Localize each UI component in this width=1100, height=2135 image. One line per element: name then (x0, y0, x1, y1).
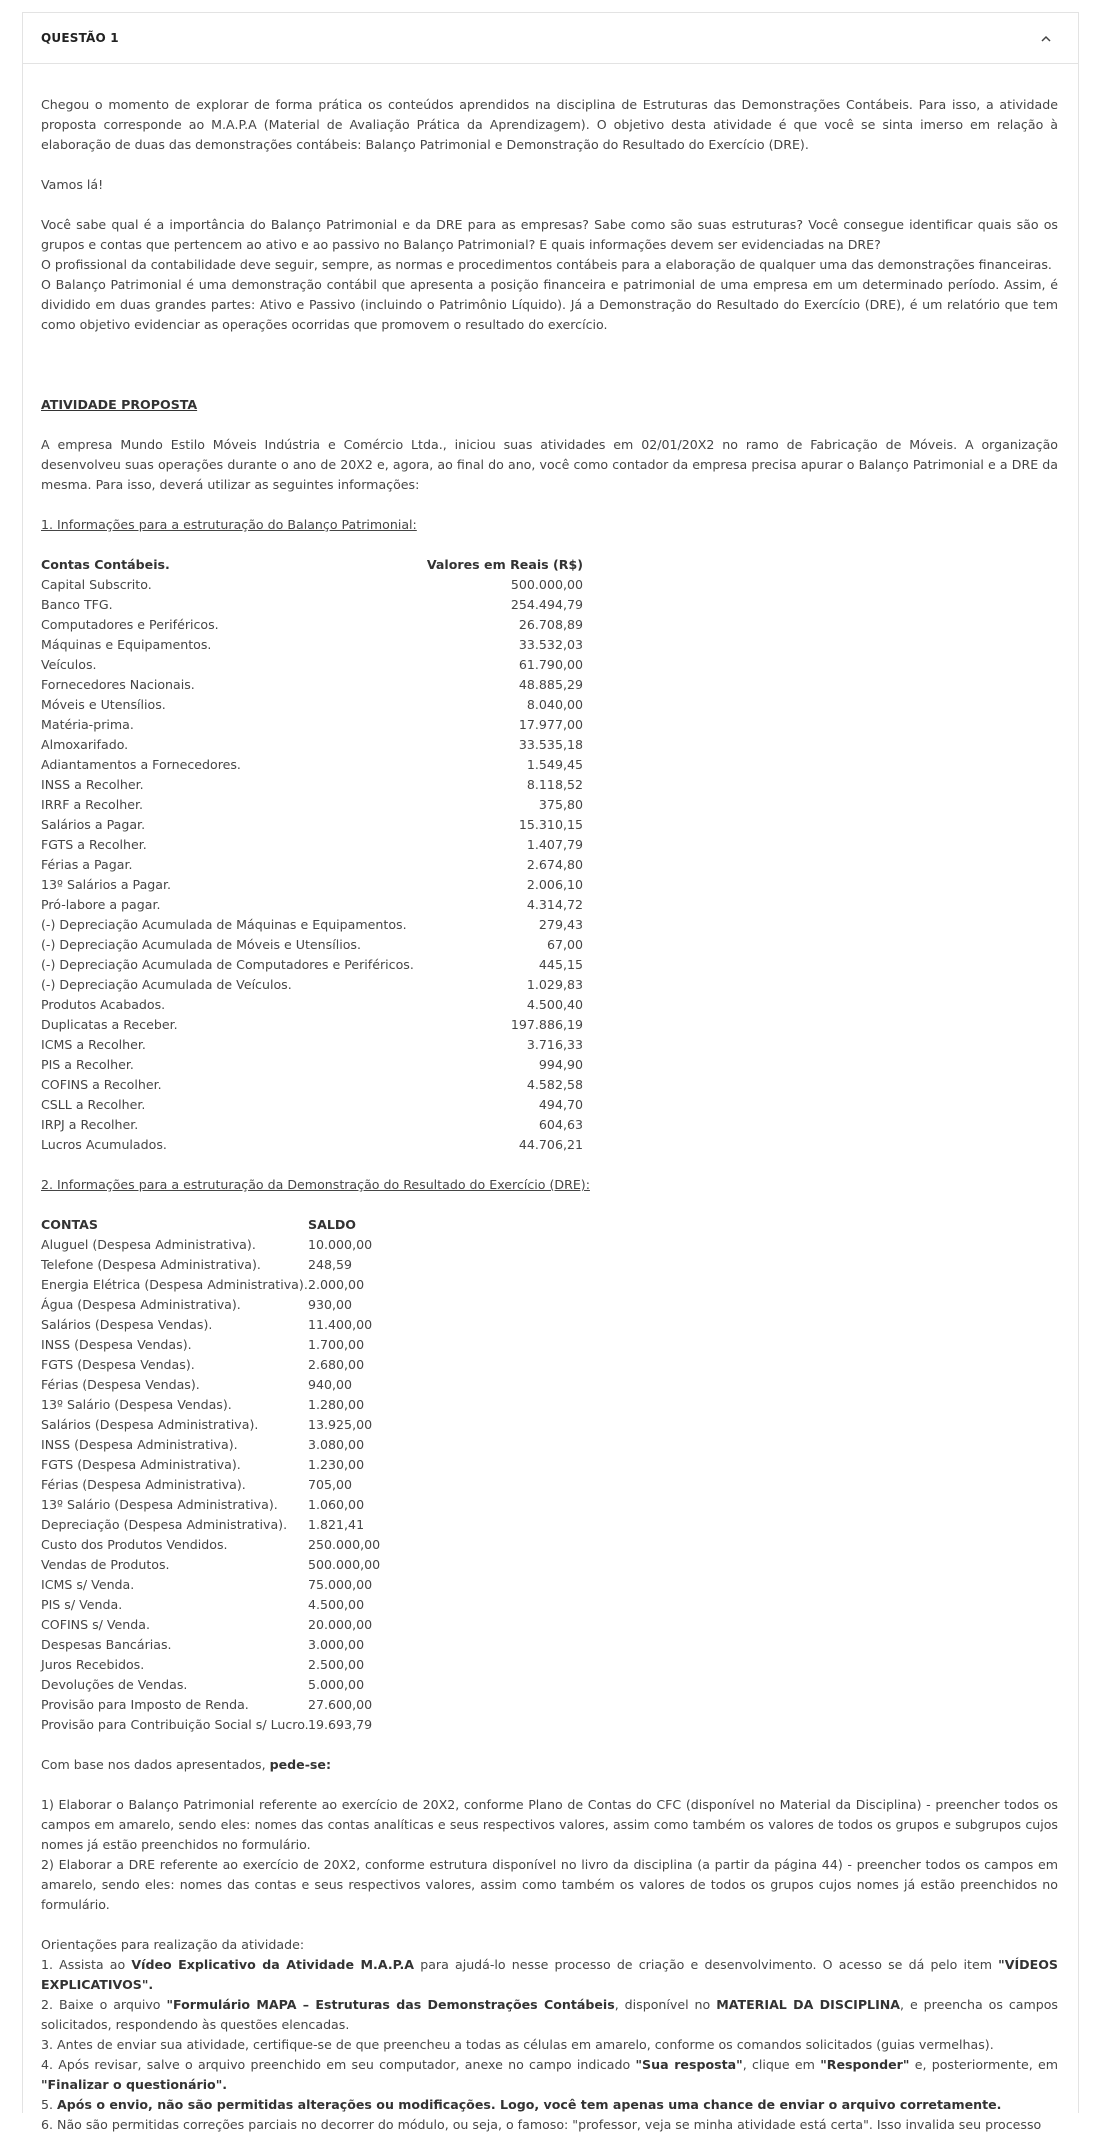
balance-row (41, 855, 583, 875)
dre-account-value: 2.000,00 (308, 1277, 365, 1292)
dre-row (41, 1495, 1058, 1515)
balance-account-value: 17.977,00 (518, 717, 583, 732)
balance-account-value: 33.532,03 (518, 637, 583, 652)
g5-bold: Após o envio, não são permitidas alterações ou modificações. Logo, você tem apenas uma chance de enviar o arquivo corretamente. (57, 2097, 1002, 2112)
dre-account-value: 3.000,00 (308, 1637, 365, 1652)
balance-row (41, 975, 583, 995)
balance-col-value: Valores em Reais (R$) (426, 557, 583, 572)
guidelines-heading: Orientações para realização da atividade: (41, 1937, 305, 1952)
dre-row (41, 1415, 1058, 1435)
balance-account-value: 4.500,40 (526, 997, 583, 1012)
dre-account-value: 940,00 (308, 1377, 353, 1392)
request-lead (41, 1755, 1058, 1775)
dre-account-name: Juros Recebidos. (41, 1657, 145, 1672)
balance-row (41, 915, 583, 935)
balance-account-name: COFINS a Recolher. (41, 1077, 162, 1092)
dre-account-value: 1.060,00 (308, 1497, 365, 1512)
dre-table (41, 1215, 1058, 1735)
balance-account-name: CSLL a Recolher. (41, 1097, 146, 1112)
dre-account-name: FGTS (Despesa Vendas). (41, 1357, 195, 1372)
balance-account-value: 61.790,00 (518, 657, 583, 672)
balance-row (41, 1135, 583, 1155)
balance-account-value: 994,90 (538, 1057, 583, 1072)
dre-account-value: 75.000,00 (308, 1577, 373, 1592)
dre-account-value: 2.500,00 (308, 1657, 365, 1672)
guideline-4 (41, 2055, 1058, 2095)
dre-account-name: Férias (Despesa Administrativa). (41, 1477, 246, 1492)
balance-account-name: INSS a Recolher. (41, 777, 144, 792)
g1-bold: Vídeo Explicativo da Atividade M.A.P.A (131, 1957, 415, 1972)
balance-account-value: 48.885,29 (518, 677, 583, 692)
g5-text: 5. (41, 2097, 58, 2112)
balance-account-name: (-) Depreciação Acumulada de Computadores e Periféricos. (41, 957, 414, 972)
balance-account-value: 15.310,15 (518, 817, 583, 832)
dre-row (41, 1435, 1058, 1455)
balance-row (41, 615, 583, 635)
balance-account-value: 26.708,89 (518, 617, 583, 632)
dre-account-value: 5.000,00 (308, 1677, 365, 1692)
dre-account-name: Aluguel (Despesa Administrativa). (41, 1237, 256, 1252)
activity-description: A empresa Mundo Estilo Móveis Indústria e Comércio Ltda., iniciou suas atividades em 02/01/20X2 no ramo de Fabricação de Móveis. A organização desenvolveu suas operações durante o ano de 20X2 e, agora, ao final do ano, você como contador da empresa precisa apurar o Balanço Patrimonial e a DRE da mesma. Para isso, deverá utilizar as seguintes informações: (41, 437, 1058, 492)
balance-heading: 1. Informações para a estruturação do Balanço Patrimonial: (41, 517, 417, 532)
balance-row (41, 735, 583, 755)
balance-account-name: Veículos. (41, 657, 97, 672)
dre-account-value: 19.693,79 (308, 1717, 373, 1732)
g4-text: 4. Após revisar, salve o arquivo preenchido em seu computador, anexe no campo indicado (41, 2057, 636, 2072)
balance-row (41, 655, 583, 675)
dre-row (41, 1355, 1058, 1375)
dre-row (41, 1235, 1058, 1255)
dre-row (41, 1275, 1058, 1295)
balance-row (41, 775, 583, 795)
g4-text: , clique em (742, 2057, 821, 2072)
balance-row (41, 575, 583, 595)
balance-account-value: 445,15 (538, 957, 583, 972)
dre-account-value: 13.925,00 (308, 1417, 373, 1432)
balance-account-name: 13º Salários a Pagar. (41, 877, 172, 892)
dre-account-name: Depreciação (Despesa Administrativa). (41, 1517, 288, 1532)
balance-row (41, 935, 583, 955)
balance-account-value: 494,70 (538, 1097, 583, 1112)
g4-bold: "Responder" (820, 2057, 910, 2072)
balance-row (41, 955, 583, 975)
balance-account-value: 8.118,52 (526, 777, 583, 792)
dre-account-value: 1.280,00 (308, 1397, 365, 1412)
balance-account-name: Fornecedores Nacionais. (41, 677, 195, 692)
dre-row (41, 1475, 1058, 1495)
balance-account-name: FGTS a Recolher. (41, 837, 147, 852)
balance-account-name: Salários a Pagar. (41, 817, 146, 832)
dre-row (41, 1375, 1058, 1395)
balance-row (41, 795, 583, 815)
dre-account-value: 1.230,00 (308, 1457, 365, 1472)
dre-row (41, 1295, 1058, 1315)
g1-bold: "VÍDEOS EXPLICATIVOS". (41, 1957, 1058, 1992)
dre-row (41, 1575, 1058, 1595)
dre-row (41, 1655, 1058, 1675)
dre-col-value: SALDO (308, 1217, 357, 1232)
g2-bold: "Formulário MAPA – Estruturas das Demonstrações Contábeis (166, 1997, 615, 2012)
balance-account-value: 8.040,00 (526, 697, 583, 712)
balance-account-value: 33.535,18 (518, 737, 583, 752)
balance-row (41, 675, 583, 695)
balance-row (41, 715, 583, 735)
balance-account-name: Matéria-prima. (41, 717, 134, 732)
dre-account-name: Telefone (Despesa Administrativa). (41, 1257, 261, 1272)
balance-account-value: 67,00 (546, 937, 583, 952)
dre-row (41, 1515, 1058, 1535)
balance-row (41, 895, 583, 915)
balance-row (41, 995, 583, 1015)
dre-account-value: 1.700,00 (308, 1337, 365, 1352)
question-title: QUESTÃO 1 (41, 31, 119, 45)
dre-row (41, 1695, 1058, 1715)
g2-bold: MATERIAL DA DISCIPLINA (716, 1997, 901, 2012)
dre-row (41, 1315, 1058, 1335)
balance-row (41, 1015, 583, 1035)
balance-row (41, 695, 583, 715)
intro-paragraph: O Balanço Patrimonial é uma demonstração contábil que apresenta a posição financeira e patrimonial de uma empresa em um determinado período. Assim, é dividido em duas grandes partes: Ativo e Passivo (incluindo o Patrimônio Líquido). Já a Demonstração do Resultado do Exercício (DRE), é um relatório que tem como objetivo evidenciar as operações ocorridas que promovem o resultado do exercício. (41, 277, 1058, 332)
balance-account-value: 1.549,45 (526, 757, 583, 772)
balance-account-value: 2.674,80 (526, 857, 583, 872)
balance-account-name: Almoxarifado. (41, 737, 129, 752)
balance-row (41, 1055, 583, 1075)
chevron-up-icon[interactable] (1034, 26, 1058, 50)
dre-account-name: Vendas de Produtos. (41, 1557, 170, 1572)
intro-paragraph: Vamos lá! (41, 177, 104, 192)
guideline-2 (41, 1995, 1058, 2035)
guideline-5 (41, 2095, 1058, 2115)
dre-account-value: 20.000,00 (308, 1617, 373, 1632)
question-header[interactable] (23, 13, 1078, 64)
dre-account-name: Água (Despesa Administrativa). (41, 1297, 241, 1312)
dre-account-value: 4.500,00 (308, 1597, 365, 1612)
balance-account-value: 4.582,58 (526, 1077, 583, 1092)
balance-account-name: Máquinas e Equipamentos. (41, 637, 212, 652)
dre-row (41, 1635, 1058, 1655)
g4-bold: "Sua resposta" (635, 2057, 743, 2072)
dre-row (41, 1455, 1058, 1475)
dre-account-value: 1.821,41 (308, 1517, 365, 1532)
balance-account-value: 604,63 (538, 1117, 583, 1132)
dre-account-value: 2.680,00 (308, 1357, 365, 1372)
dre-row (41, 1615, 1058, 1635)
dre-row (41, 1595, 1058, 1615)
dre-account-name: 13º Salário (Despesa Administrativa). (41, 1497, 278, 1512)
balance-account-name: PIS a Recolher. (41, 1057, 134, 1072)
dre-account-value: 250.000,00 (308, 1537, 381, 1552)
dre-account-value: 10.000,00 (308, 1237, 373, 1252)
guideline-3: 3. Antes de enviar sua atividade, certifique-se de que preencheu a todas as células em amarelo, conforme os comandos solicitados (guias vermelhas). (41, 2037, 994, 2052)
dre-account-name: FGTS (Despesa Administrativa). (41, 1457, 241, 1472)
balance-row (41, 1075, 583, 1095)
balance-account-name: (-) Depreciação Acumulada de Móveis e Utensílios. (41, 937, 361, 952)
dre-account-name: Provisão para Contribuição Social s/ Lucro. (41, 1717, 309, 1732)
balance-account-name: Produtos Acabados. (41, 997, 166, 1012)
dre-row (41, 1335, 1058, 1355)
balance-account-value: 254.494,79 (510, 597, 583, 612)
guideline-6: 6. Não são permitidas correções parciais no decorrer do módulo, ou seja, o famoso: "professor, veja se minha atividade está certa". Isso invalida seu processo (41, 2117, 1042, 2132)
intro-paragraph: Você sabe qual é a importância do Balanço Patrimonial e da DRE para as empresas? Sabe como são suas estruturas? Você consegue identificar quais são os grupos e contas que pertencem ao ativo e ao passivo no Balanço Patrimonial? E quais informações devem ser evidenciadas na DRE? (41, 217, 1058, 252)
g2-text: , disponível no (614, 1997, 717, 2012)
balance-account-value: 197.886,19 (510, 1017, 583, 1032)
balance-row (41, 635, 583, 655)
dre-account-name: Devoluções de Vendas. (41, 1677, 188, 1692)
balance-account-name: (-) Depreciação Acumulada de Veículos. (41, 977, 292, 992)
balance-account-name: Férias a Pagar. (41, 857, 133, 872)
dre-col-name: CONTAS (41, 1217, 98, 1232)
balance-row (41, 1095, 583, 1115)
g1-text: 1. Assista ao (41, 1957, 132, 1972)
balance-account-name: Capital Subscrito. (41, 577, 152, 592)
intro-paragraph: O profissional da contabilidade deve seguir, sempre, as normas e procedimentos contábeis para a elaboração de qualquer uma das demonstrações financeiras. (41, 257, 1052, 272)
dre-heading: 2. Informações para a estruturação da Demonstração do Resultado do Exercício (DRE): (41, 1177, 590, 1192)
balance-account-value: 375,80 (538, 797, 583, 812)
dre-header-row (41, 1215, 1058, 1235)
balance-account-name: Pró-labore a pagar. (41, 897, 161, 912)
dre-account-name: Custo dos Produtos Vendidos. (41, 1537, 228, 1552)
balance-account-value: 4.314,72 (526, 897, 583, 912)
g4-bold: "Finalizar o questionário". (41, 2077, 228, 2092)
balance-header-row (41, 555, 583, 575)
balance-row (41, 755, 583, 775)
request-item-1: 1) Elaborar o Balanço Patrimonial referente ao exercício de 20X2, conforme Plano de Contas do CFC (disponível no Material da Disciplina) - preencher todos os campos em amarelo, sendo eles: nomes das contas analíticas e seus respectivos valores, assim como também os valores de todos os grupos e subgrupos cujos nomes já estão preenchidos no formulário. (41, 1797, 1058, 1852)
balance-account-name: Banco TFG. (41, 597, 113, 612)
dre-account-name: Salários (Despesa Vendas). (41, 1317, 213, 1332)
balance-table (41, 555, 583, 1155)
dre-account-name: INSS (Despesa Administrativa). (41, 1437, 238, 1452)
balance-account-value: 3.716,33 (526, 1037, 583, 1052)
dre-account-name: Provisão para Imposto de Renda. (41, 1697, 249, 1712)
request-lead-bold: pede-se: (269, 1757, 332, 1772)
dre-account-name: 13º Salário (Despesa Vendas). (41, 1397, 232, 1412)
dre-account-value: 3.080,00 (308, 1437, 365, 1452)
balance-account-name: Duplicatas a Receber. (41, 1017, 178, 1032)
dre-account-value: 930,00 (308, 1297, 353, 1312)
balance-account-name: Adiantamentos a Fornecedores. (41, 757, 241, 772)
intro-paragraph: Chegou o momento de explorar de forma prática os conteúdos aprendidos na disciplina de Estruturas das Demonstrações Contábeis. Para isso, a atividade proposta corresponde ao M.A.P.A (Material de Avaliação Prática da Aprendizagem). O objetivo desta atividade é que você se sinta imerso em relação à elaboração de duas das demonstrações contábeis: Balanço Patrimonial e Demonstração do Resultado do Exercício (DRE). (41, 97, 1058, 152)
g1-text: para ajudá-lo nesse processo de criação e desenvolvimento. O acesso se dá pelo item (414, 1957, 999, 1972)
dre-account-name: Energia Elétrica (Despesa Administrativa). (41, 1277, 308, 1292)
dre-row (41, 1675, 1058, 1695)
balance-account-name: Móveis e Utensílios. (41, 697, 166, 712)
guideline-1 (41, 1955, 1058, 1995)
request-lead-text: Com base nos dados apresentados, (41, 1757, 270, 1772)
balance-account-value: 279,43 (538, 917, 583, 932)
balance-row (41, 1035, 583, 1055)
question-body (23, 64, 1078, 2135)
request-item-2: 2) Elaborar a DRE referente ao exercício de 20X2, conforme estrutura disponível no livro da disciplina (a partir da página 44) - preencher todos os campos em amarelo, sendo eles: nomes das contas e seus respectivos valores, assim como também os valores de todos os grupos cujos nomes já estão preenchidos no formulário. (41, 1857, 1058, 1912)
dre-account-name: INSS (Despesa Vendas). (41, 1337, 192, 1352)
dre-account-name: Despesas Bancárias. (41, 1637, 172, 1652)
dre-account-value: 705,00 (308, 1477, 353, 1492)
balance-account-value: 2.006,10 (526, 877, 583, 892)
dre-account-value: 27.600,00 (308, 1697, 373, 1712)
balance-row (41, 815, 583, 835)
balance-row (41, 875, 583, 895)
dre-row (41, 1535, 1058, 1555)
balance-account-name: IRRF a Recolher. (41, 797, 143, 812)
dre-account-value: 500.000,00 (308, 1557, 381, 1572)
question-card (22, 12, 1079, 2132)
balance-row (41, 835, 583, 855)
balance-account-name: Computadores e Periféricos. (41, 617, 219, 632)
g2-text: , e preencha os campos solicitados, respondendo às questões elencadas. (41, 1997, 1058, 2032)
dre-account-name: Férias (Despesa Vendas). (41, 1377, 200, 1392)
balance-row (41, 595, 583, 615)
dre-account-name: Salários (Despesa Administrativa). (41, 1417, 259, 1432)
dre-row (41, 1555, 1058, 1575)
balance-account-value: 1.029,83 (526, 977, 583, 992)
dre-account-name: ICMS s/ Venda. (41, 1577, 135, 1592)
activity-heading: ATIVIDADE PROPOSTA (41, 397, 198, 412)
g4-text: e, posteriormente, em (909, 2057, 1058, 2072)
dre-account-value: 11.400,00 (308, 1317, 373, 1332)
dre-row (41, 1255, 1058, 1275)
balance-account-name: Lucros Acumulados. (41, 1137, 167, 1152)
dre-account-value: 248,59 (308, 1257, 353, 1272)
balance-col-name: Contas Contábeis. (41, 557, 170, 572)
balance-account-name: ICMS a Recolher. (41, 1037, 146, 1052)
balance-row (41, 1115, 583, 1135)
g2-text: 2. Baixe o arquivo (41, 1997, 167, 2012)
balance-account-value: 44.706,21 (518, 1137, 583, 1152)
dre-row (41, 1395, 1058, 1415)
balance-account-value: 500.000,00 (510, 577, 583, 592)
balance-account-value: 1.407,79 (526, 837, 583, 852)
balance-account-name: (-) Depreciação Acumulada de Máquinas e Equipamentos. (41, 917, 407, 932)
dre-account-name: PIS s/ Venda. (41, 1597, 123, 1612)
balance-account-name: IRPJ a Recolher. (41, 1117, 139, 1132)
dre-row (41, 1715, 1058, 1735)
dre-account-name: COFINS s/ Venda. (41, 1617, 150, 1632)
